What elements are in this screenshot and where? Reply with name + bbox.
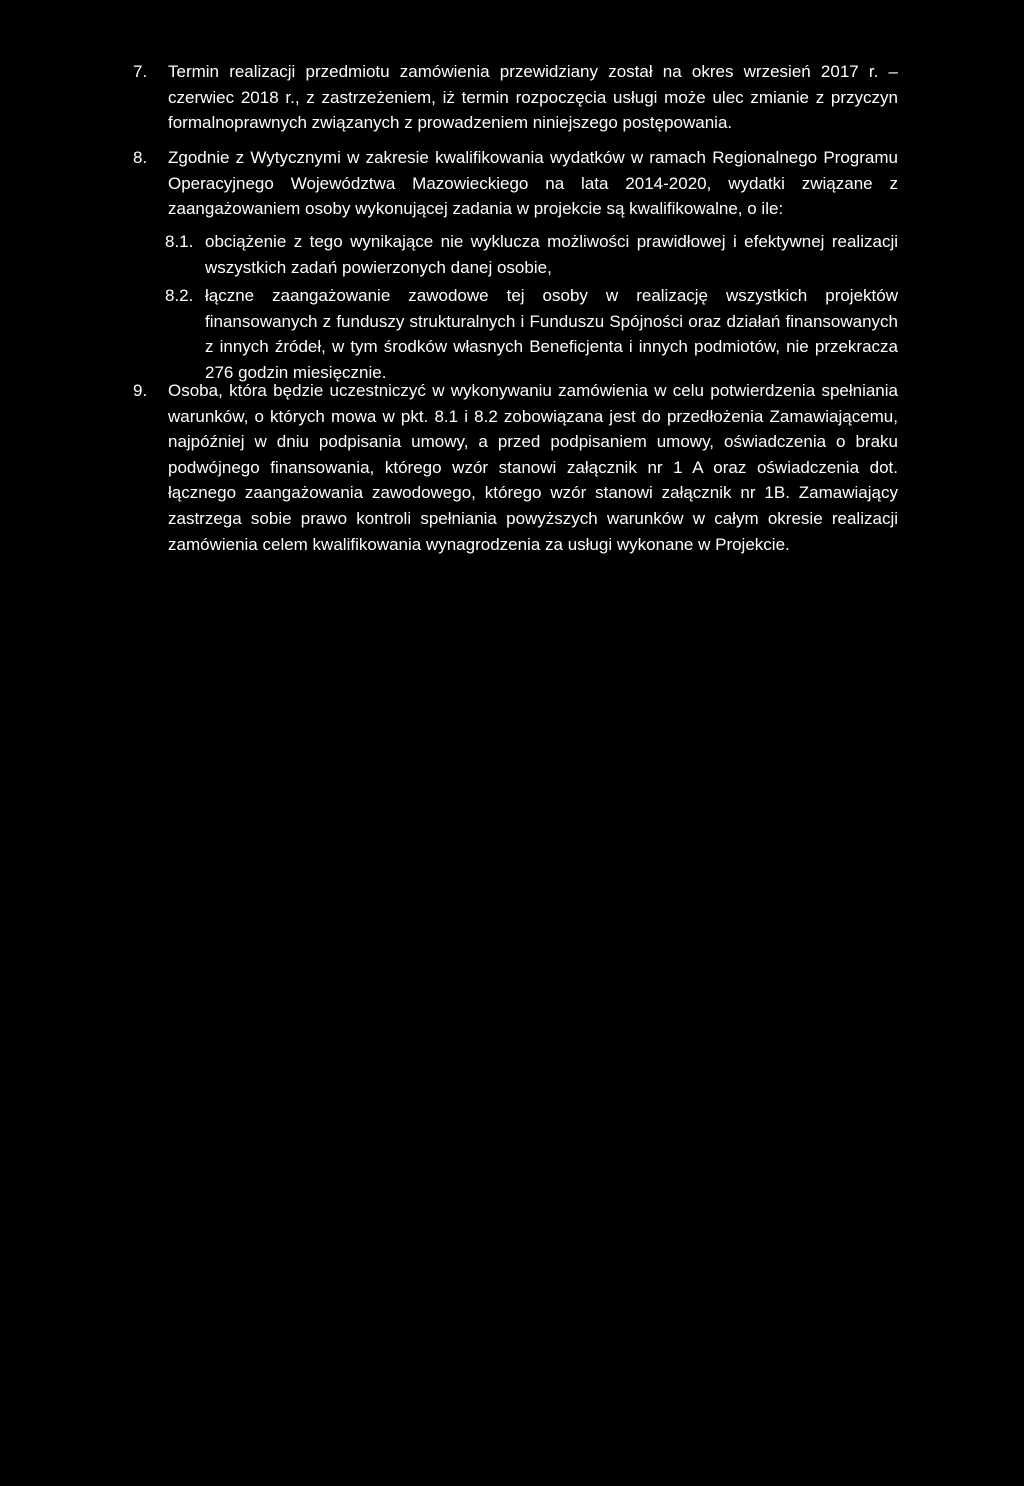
item-text: łączne zaangażowanie zawodowe tej osoby w realizację wszystkich projektów finansowanych z funduszy strukturalnych i Funduszu Spójności oraz działań finansowanych z innych źródeł, w tym środków własnych Beneficjenta i innych podmiotów, nie przekracza 276 godzin miesięcznie.	[205, 286, 898, 382]
item-number: 8.1.	[165, 232, 194, 251]
list-item-9	[133, 378, 898, 557]
list-item-8	[133, 145, 898, 222]
list-subitem-8-1	[165, 229, 898, 280]
item-text: Termin realizacji przedmiotu zamówienia przewidziany został na okres wrzesień 2017 r. – czerwiec 2018 r., z zastrzeżeniem, iż termin rozpoczęcia usługi może ulec zmianie z przyczyn formalnoprawnych związanych z prowadzeniem niniejszego postępowania.	[168, 62, 898, 133]
item-text: obciążenie z tego wynikające nie wyklucza możliwości prawidłowej i efektywnej realizacji wszystkich zadań powierzonych danej osobie,	[205, 232, 898, 277]
item-number: 9.	[133, 381, 148, 400]
item-number: 8.	[133, 148, 148, 167]
item-number: 7.	[133, 62, 148, 81]
item-text: Osoba, która będzie uczestniczyć w wykonywaniu zamówienia w celu potwierdzenia spełniania warunków, o których mowa w pkt. 8.1 i 8.2 zobowiązana jest do przedłożenia Zamawiającemu, najpóźniej w dniu podpisania umowy, a przed podpisaniem umowy, oświadczenia o braku podwójnego finansowania, którego wzór stanowi załącznik nr 1 A oraz oświadczenia dot. łącznego zaangażowania zawodowego, którego wzór stanowi załącznik nr 1B. Zamawiający zastrzega sobie prawo kontroli spełniania powyższych warunków w całym okresie realizacji zamówienia celem kwalifikowania wynagrodzenia za usługi wykonane w Projekcie.	[168, 381, 898, 554]
item-number: 8.2.	[165, 286, 194, 305]
list-subitem-8-2	[165, 283, 898, 385]
list-item-7	[133, 59, 898, 136]
item-text: Zgodnie z Wytycznymi w zakresie kwalifikowania wydatków w ramach Regionalnego Programu Operacyjnego Województwa Mazowieckiego na lata 2014-2020, wydatki związane z zaangażowaniem osoby wykonującej zadania w projekcie są kwalifikowalne, o ile:	[168, 148, 898, 219]
